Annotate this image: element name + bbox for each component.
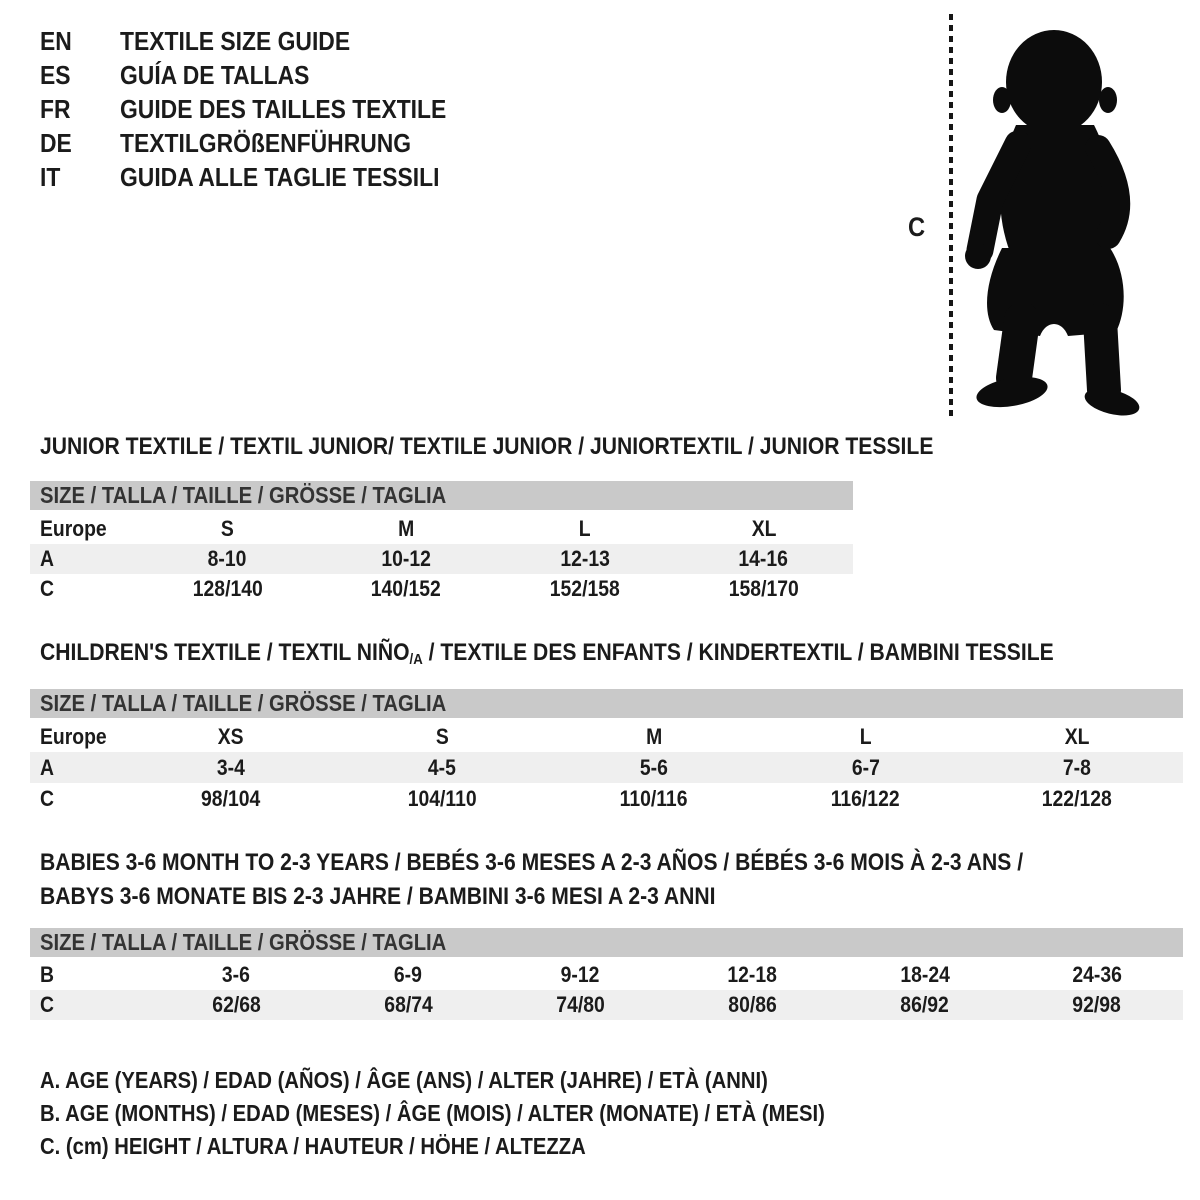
language-list: [40, 24, 491, 194]
age-cell: 5-6: [640, 754, 668, 780]
nino-a-subscript: /A: [409, 651, 423, 668]
language-label: TEXTILE SIZE GUIDE: [120, 25, 351, 56]
children-size-header-bar: SIZE / TALLA / TAILLE / GRÖSSE / TAGLIA: [30, 689, 1183, 718]
months-cell: 12-18: [727, 962, 778, 987]
children-size-table: [30, 721, 1183, 814]
language-label: GUIDE DES TAILLES TEXTILE: [120, 93, 447, 124]
size-cell: XS: [217, 723, 244, 749]
size-cell: M: [398, 516, 415, 541]
size-cell: XL: [1064, 723, 1090, 749]
row-label: Europe: [40, 516, 107, 541]
height-cell: 74/80: [556, 992, 605, 1017]
height-cell: 122/128: [1042, 785, 1113, 811]
height-cell: 152/158: [549, 576, 620, 601]
legend-line-c: C. (cm) HEIGHT / ALTURA / HAUTEUR / HÖHE / ALTEZZA: [40, 1133, 586, 1159]
table-row: [30, 960, 1183, 990]
height-cell: 140/152: [371, 576, 442, 601]
junior-size-header-bar: SIZE / TALLA / TAILLE / GRÖSSE / TAGLIA: [30, 481, 853, 510]
age-cell: 12-13: [560, 546, 610, 571]
height-cell: 80/86: [728, 992, 777, 1017]
language-code: IT: [40, 161, 61, 192]
months-cell: 6-9: [394, 962, 423, 987]
height-measure-label: C: [908, 212, 926, 242]
table-row: [30, 783, 1183, 814]
language-label: GUIDA ALLE TAGLIE TESSILI: [120, 161, 440, 192]
language-row-de: [40, 126, 491, 160]
row-label: A: [40, 546, 54, 571]
size-cell: XL: [751, 516, 776, 541]
table-row: [30, 721, 1183, 752]
age-cell: 6-7: [851, 754, 880, 780]
language-code: DE: [40, 127, 72, 158]
months-cell: 18-24: [899, 962, 950, 987]
row-label: Europe: [40, 723, 107, 749]
height-measure-dashed-line: [949, 14, 953, 418]
months-cell: 24-36: [1072, 962, 1122, 987]
language-code: EN: [40, 25, 72, 56]
language-row-en: [40, 24, 491, 58]
legend-line-a: A. AGE (YEARS) / EDAD (AÑOS) / ÂGE (ANS) / ALTER (JAHRE) / ETÀ (ANNI): [40, 1067, 768, 1093]
height-cell: 158/170: [728, 576, 799, 601]
language-row-it: [40, 160, 491, 194]
height-cell: 62/68: [211, 992, 261, 1017]
size-cell: L: [578, 516, 591, 541]
months-cell: 3-6: [222, 962, 251, 987]
table-row: [30, 544, 853, 574]
height-cell: 104/110: [407, 785, 477, 811]
row-label: C: [40, 576, 54, 601]
junior-section-title: JUNIOR TEXTILE / TEXTIL JUNIOR/ TEXTILE JUNIOR / JUNIORTEXTIL / JUNIOR TESSILE: [40, 433, 934, 460]
babies-size-header-bar: SIZE / TALLA / TAILLE / GRÖSSE / TAGLIA: [30, 928, 1183, 957]
height-cell: 98/104: [201, 785, 261, 811]
row-label: B: [40, 962, 54, 987]
table-row: [30, 514, 853, 544]
height-cell: 128/140: [192, 576, 263, 601]
table-row: [30, 990, 1183, 1020]
size-cell: L: [859, 723, 872, 749]
babies-size-table: [30, 960, 1183, 1020]
babies-section-title: BABIES 3-6 MONTH TO 2-3 YEARS / BEBÉS 3-6 MESES A 2-3 AÑOS / BÉBÉS 3-6 MOIS À 2-3 ANS / BABYS 3-6 MONATE BIS 2-3 JAHRE / BAMBINI 3-6 MESI A 2-3 ANNI: [40, 849, 1024, 910]
legend: [40, 1064, 932, 1163]
table-row: [30, 752, 1183, 783]
height-cell: 92/98: [1072, 992, 1122, 1017]
table-row: [30, 574, 853, 604]
junior-size-table: [30, 514, 853, 604]
language-label: GUÍA DE TALLAS: [120, 59, 310, 90]
age-cell: 8-10: [207, 546, 247, 571]
height-cell: 68/74: [384, 992, 433, 1017]
language-code: ES: [40, 59, 71, 90]
size-cell: S: [220, 516, 234, 541]
legend-line-b: B. AGE (MONTHS) / EDAD (MESES) / ÂGE (MOIS) / ALTER (MONATE) / ETÀ (MESI): [40, 1100, 825, 1126]
age-cell: 4-5: [428, 754, 457, 780]
age-cell: 14-16: [738, 546, 789, 571]
height-cell: 116/122: [831, 785, 901, 811]
language-code: FR: [40, 93, 71, 124]
language-row-fr: [40, 92, 491, 126]
height-cell: 86/92: [900, 992, 949, 1017]
row-label: A: [40, 754, 54, 780]
row-label: C: [40, 785, 54, 811]
toddler-silhouette-icon: [956, 20, 1150, 422]
language-row-es: [40, 58, 491, 92]
age-cell: 3-4: [216, 754, 245, 780]
age-cell: 7-8: [1063, 754, 1092, 780]
age-cell: 10-12: [381, 546, 431, 571]
size-cell: S: [435, 723, 449, 749]
language-label: TEXTILGRÖßENFÜHRUNG: [120, 127, 412, 158]
children-section-title: CHILDREN'S TEXTILE / TEXTIL NIÑO/A / TEXTILE DES ENFANTS / KINDERTEXTIL / BAMBINI TESSILE: [40, 639, 1054, 668]
size-cell: M: [645, 723, 663, 749]
height-cell: 110/116: [620, 785, 688, 811]
months-cell: 9-12: [561, 962, 600, 987]
row-label: C: [40, 992, 54, 1017]
